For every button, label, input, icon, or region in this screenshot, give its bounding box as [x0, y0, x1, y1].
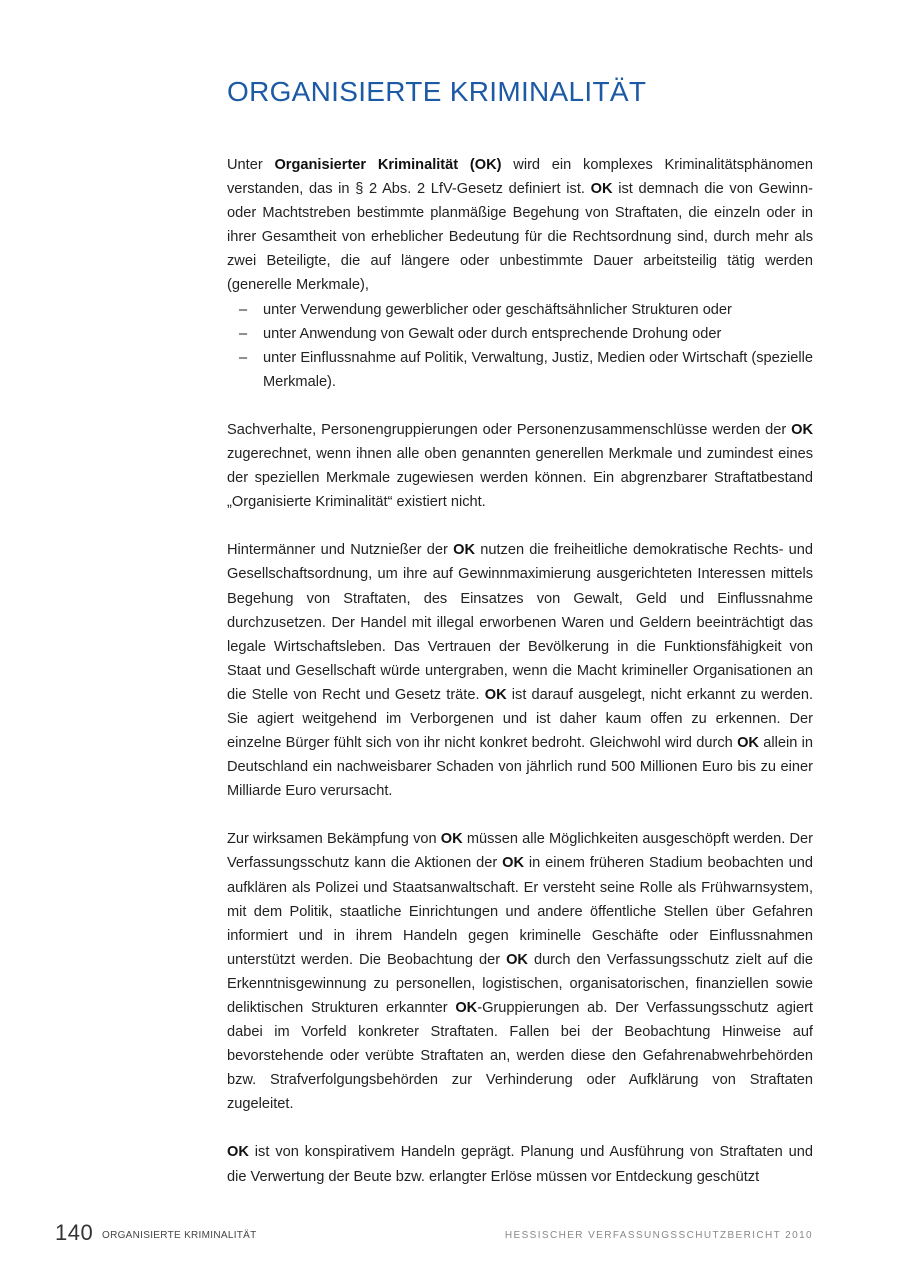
page-title: ORGANISIERTE KRIMINALITÄT	[227, 76, 647, 107]
list-item: – unter Verwendung gewerblicher oder geschäftsähnlicher Strukturen oder	[227, 298, 813, 322]
dash-bullet: –	[239, 325, 248, 342]
dash-bullet: –	[239, 301, 248, 318]
page-footer	[55, 1220, 813, 1248]
criteria-list	[227, 298, 813, 394]
paragraph-definition: Unter Organisierter Kriminalität (OK) wird ein komplexes Kriminalitätsphänomen verstanden, das in § 2 Abs. 2 LfV-Gesetz definiert ist. OK ist demnach die von Gewinn- oder Machtstreben bestimmte planmäßige Begehung von Straftaten, die einzeln oder in ihrer Gesamtheit von erheblicher Bedeutung für die Rechtsordnung sind, durch mehr als zwei Beteiligte, die auf längere oder unbestimmte Dauer arbeitsteilig tätig werden (generelle Merkmale),	[227, 157, 814, 294]
footer-chapter: ORGANISIERTE KRIMINALITÄT	[102, 1230, 257, 1241]
paragraph-countermeasures: Zur wirksamen Bekämpfung von OK müssen alle Möglichkeiten ausgeschöpft werden. Der Verfassungsschutz kann die Aktionen der OK in einem früheren Stadium beobachten und aufklären als Polizei und Staatsanwaltschaft. Er versteht seine Rolle als Frühwarnsystem, mit dem Politik, staatliche Einrichtungen und andere öffentliche Stellen über Gefahren informiert und in ihrem Handeln gegen kriminelle Geschäfte oder Einflussnahmen unterstützt werden. Die Beobachtung der OK durch den Verfassungsschutz zielt auf die Erkenntnisgewinnung zu personellen, logistischen, organisatorischen, finanziellen sowie deliktischen Strukturen erkannter OK-Gruppierungen ab. Der Verfassungsschutz agiert dabei im Vorfeld konkreter Straftaten. Fallen bei der Beobachtung Hinweise auf bevorstehende oder verübte Straftaten an, werden diese den Gefahrenabwehrbehörden bzw. Strafverfolgungsbehörden zur Verhinderung oder Aufklärung von Straftaten zugeleitet.	[227, 831, 814, 1113]
list-item: – unter Einflussnahme auf Politik, Verwaltung, Justiz, Medien oder Wirtschaft (spezielle Merkmale).	[227, 346, 813, 394]
body-text	[227, 153, 813, 1189]
page-number: 140	[55, 1220, 94, 1245]
dash-bullet: –	[239, 349, 248, 366]
footer-report-title: HESSISCHER VERFASSUNGSSCHUTZBERICHT 2010	[504, 1230, 813, 1241]
paragraph-impact: Hintermänner und Nutznießer der OK nutzen die freiheitliche demokratische Rechts- und Gesellschaftsordnung, um ihre auf Gewinnmaximierung ausgerichteten Interessen mittels Begehung von Straftaten, des Einsatzes von Gewalt, Geld und Einflussnahme durchzusetzen. Der Handel mit illegal erworbenen Waren und Geldern beeinträchtigt das legale Wirtschaftsleben. Das Vertrauen der Bevölkerung in die Funktionsfähigkeit von Staat und Gesellschaft würde untergraben, wenn die Macht krimineller Organisationen an die Stelle von Recht und Gesetz träte. OK ist darauf ausgelegt, nicht erkannt zu werden. Sie agiert weitgehend im Verborgenen und ist daher kaum offen zu erkennen. Der einzelne Bürger fühlt sich von ihr nicht konkret bedroht. Gleichwohl wird durch OK allein in Deutschland ein nachweisbarer Schaden von jährlich rund 500 Millionen Euro bis zu einer Milliarde Euro verursacht.	[227, 542, 814, 800]
list-item: – unter Anwendung von Gewalt oder durch entsprechende Drohung oder	[227, 322, 813, 346]
paragraph-attribution: Sachverhalte, Personengruppierungen oder Personenzusammenschlüsse werden der OK zugerechnet, wenn ihnen alle oben genannten generellen Merkmale und zumindest eines der speziellen Merkmale zugewiesen werden können. Ein abgrenzbarer Straftatbestand „Organisierte Kriminalität“ existiert nicht.	[227, 421, 813, 511]
paragraph-conspiracy: OK ist von konspirativem Handeln geprägt. Planung und Ausführung von Straftaten und die Verwertung der Beute bzw. erlangter Erlöse müssen vor Entdeckung geschützt	[227, 1144, 813, 1185]
